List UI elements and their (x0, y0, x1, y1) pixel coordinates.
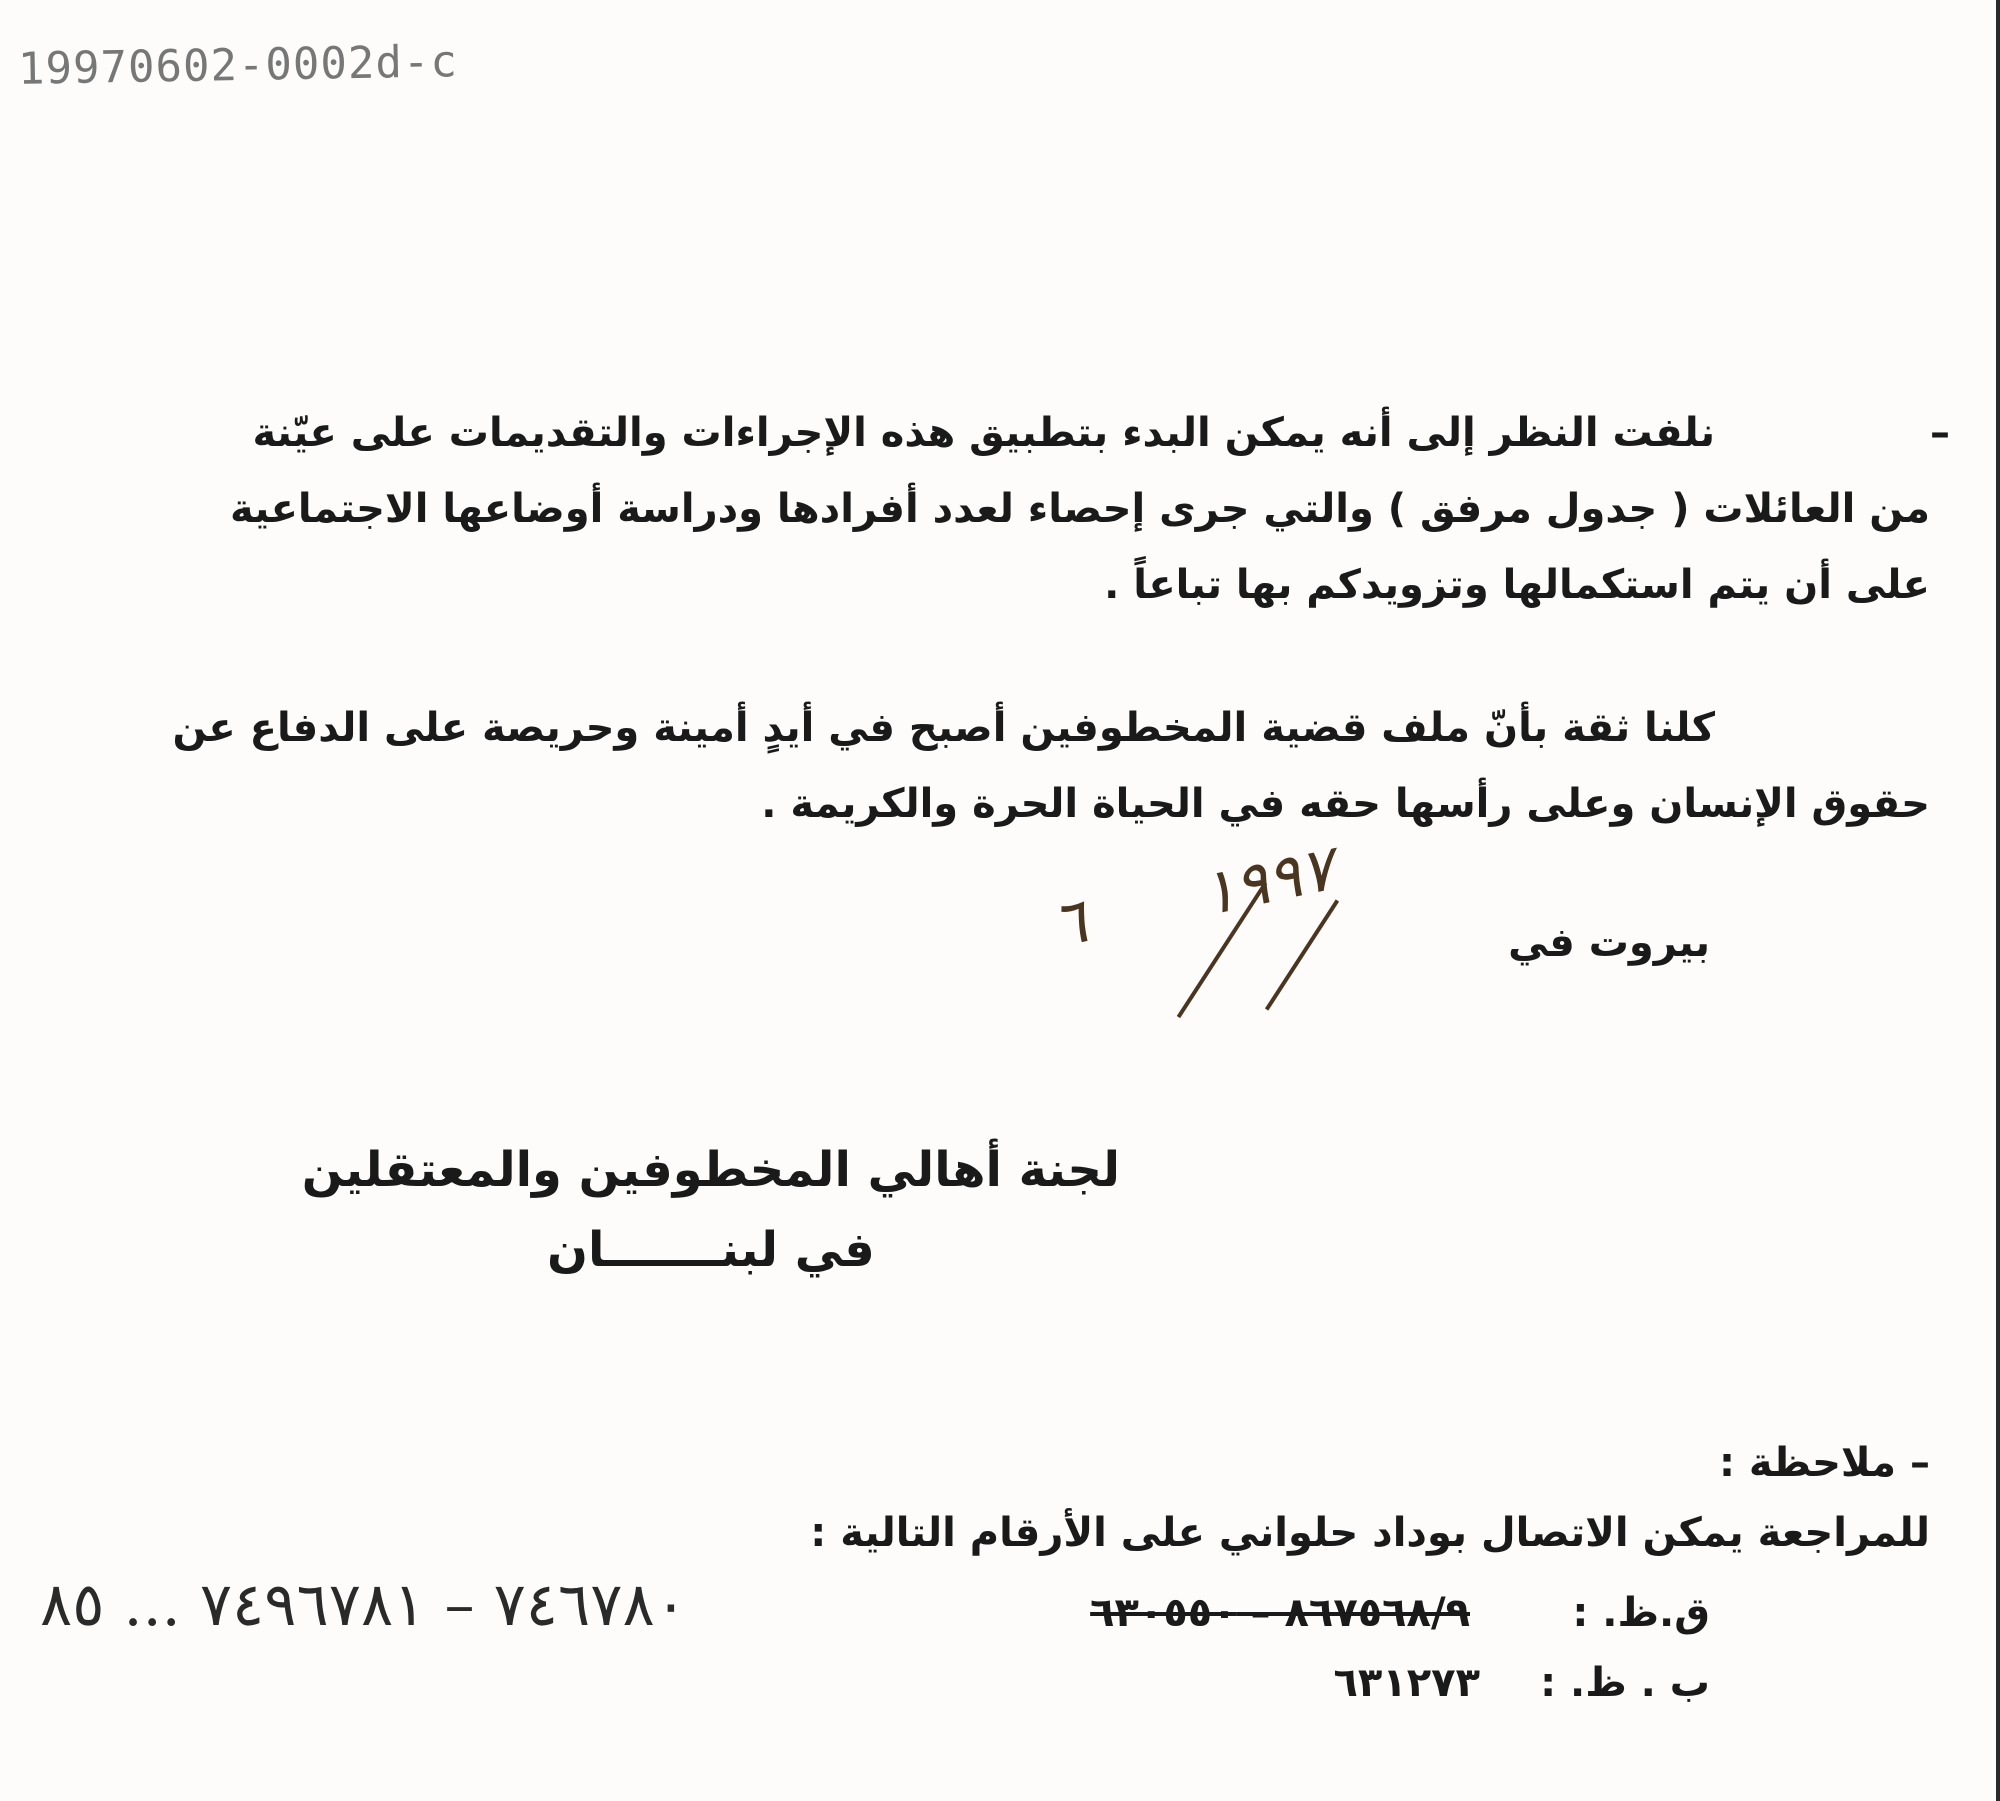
signature-line-2: في لبنـــــــان (547, 1222, 875, 1278)
paragraph-2-line-1: كلنا ثقة بأنّ ملف قضية المخطوفين أصبح في أيدٍ أمينة وحريصة على الدفاع عن (172, 705, 1715, 751)
paragraph-1 (100, 395, 1950, 623)
handwritten-year: ١٩٩٧ (1194, 831, 1341, 931)
page-edge-line (1996, 0, 2000, 1801)
paragraph-1-line-2: من العائلات ( جدول مرفق ) والتي جرى إحصاء لعدد أفرادها ودراسة أوضاعها الاجتماعية (230, 486, 1930, 532)
note-title: – ملاحظة : (1718, 1440, 1930, 1486)
reference-code: 19970602-0002d-c (17, 36, 459, 95)
paragraph-2-line-2: حقوق الإنسان وعلى رأسها حقه في الحياة الحرة والكريمة . (761, 781, 1930, 827)
signature-line-1: لجنة أهالي المخطوفين والمعتقلين (301, 1142, 1120, 1198)
handwritten-month: ٦ (1045, 883, 1094, 962)
paragraph-1-line-3: على أن يتم استكمالها وتزويدكم بها تباعاً . (1104, 562, 1930, 608)
date-label: بيروت في (1508, 920, 1710, 966)
paragraph-1-dash: – (1930, 410, 1950, 456)
phone-1-handwritten: ٧٤٦٧٨٠ – ٧٤٩٦٧٨١ ... ٨٥ (40, 1570, 687, 1640)
phone-1-numbers-struck: ٨٦٧٥٦٨/٩ – ٦٣٠٥٥٠ (1090, 1590, 1470, 1636)
handwritten-date (1046, 831, 1341, 962)
paragraph-1-line-1: نلفت النظر إلى أنه يمكن البدء بتطبيق هذه الإجراءات والتقديمات على عيّنة (252, 410, 1715, 456)
phone-2-number: ٦٣١٢٧٣ (1333, 1660, 1480, 1706)
note-text: للمراجعة يمكن الاتصال بوداد حلواني على الأرقام التالية : (810, 1510, 1930, 1556)
phone-1-label: ق.ظ. : (1572, 1590, 1710, 1636)
paragraph-2 (100, 690, 1930, 842)
signature-block (302, 1130, 1120, 1290)
phone-2-label: ب . ظ. : (1540, 1660, 1710, 1706)
